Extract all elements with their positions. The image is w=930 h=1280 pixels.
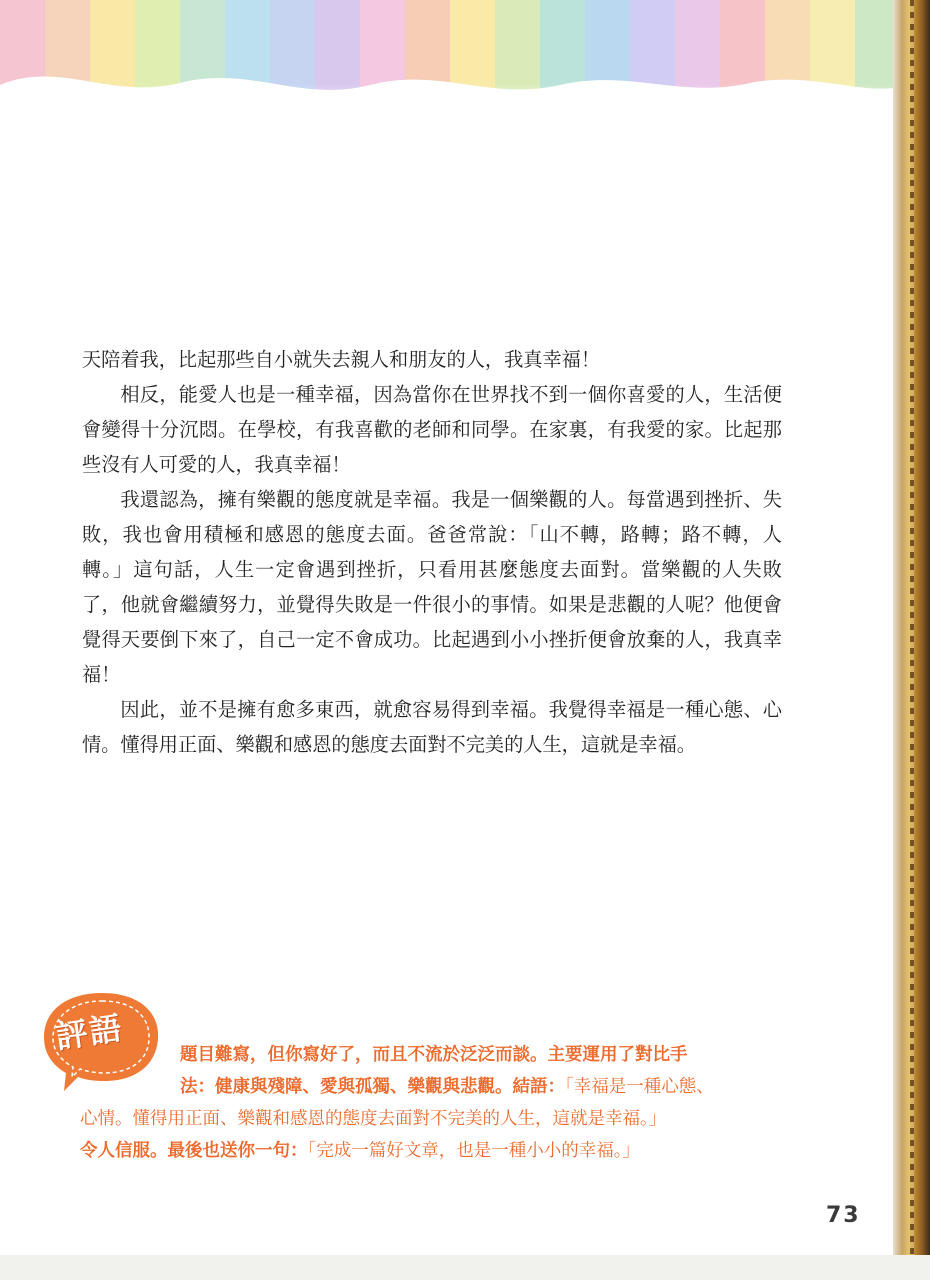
comment-line: 題目難寫，但你寫好了，而且不流於泛泛而談。主要運用了對比手 <box>180 1045 688 1065</box>
comment-line <box>80 1071 780 1103</box>
comment-line <box>80 1103 780 1135</box>
essay-body <box>82 342 782 762</box>
essay-paragraph: 天陪着我，比起那些自小就失去親人和朋友的人，我真幸福！ <box>82 348 601 371</box>
scan-margin <box>0 1255 930 1280</box>
comment-quote: 心情。懂得用正面、樂觀和感恩的態度去面對不完美的人生，這就是幸福。」 <box>80 1109 667 1129</box>
comment-text: 令人信服。最後也送你一句： <box>80 1141 308 1161</box>
essay-paragraph: 因此，並不是擁有愈多東西，就愈容易得到幸福。我覺得幸福是一種心態、心情。懂得用正面、樂觀和感恩的態度去面對不完美的人生，這就是幸福。 <box>82 698 782 756</box>
comment-badge-label: 評語 <box>53 1008 126 1056</box>
comment-quote: 「幸福是一種心態、 <box>565 1077 714 1097</box>
comment-quote: 「完成一篇好文章，也是一種小小的幸福。」 <box>307 1141 640 1161</box>
comment-line <box>80 1135 780 1167</box>
essay-paragraph: 我還認為，擁有樂觀的態度就是幸福。我是一個樂觀的人。每當遇到挫折、失敗，我也會用積極和感恩的態度去面。爸爸常說：「山不轉，路轉；路不轉，人轉。」這句話，人生一定會遇到挫折，只看用甚麼態度去面對。當樂觀的人失敗了，他就會繼續努力，並覺得失敗是一件很小的事情。如果是悲觀的人呢？他便會覺得天要倒下來了，自己一定不會成功。比起遇到小小挫折便會放棄的人，我真幸福！ <box>82 488 782 686</box>
page-number: 73 <box>826 1203 861 1228</box>
book-spine-edge <box>910 0 914 1258</box>
teacher-comment <box>80 1039 780 1167</box>
comment-text: 法：健康與殘障、愛與孤獨、樂觀與悲觀。結語： <box>180 1077 565 1097</box>
essay-paragraph: 相反，能愛人也是一種幸福，因為當你在世界找不到一個你喜愛的人，生活便會變得十分沉悶。在學校，有我喜歡的老師和同學。在家裏，有我愛的家。比起那些沒有人可愛的人，我真幸福！ <box>82 383 782 476</box>
